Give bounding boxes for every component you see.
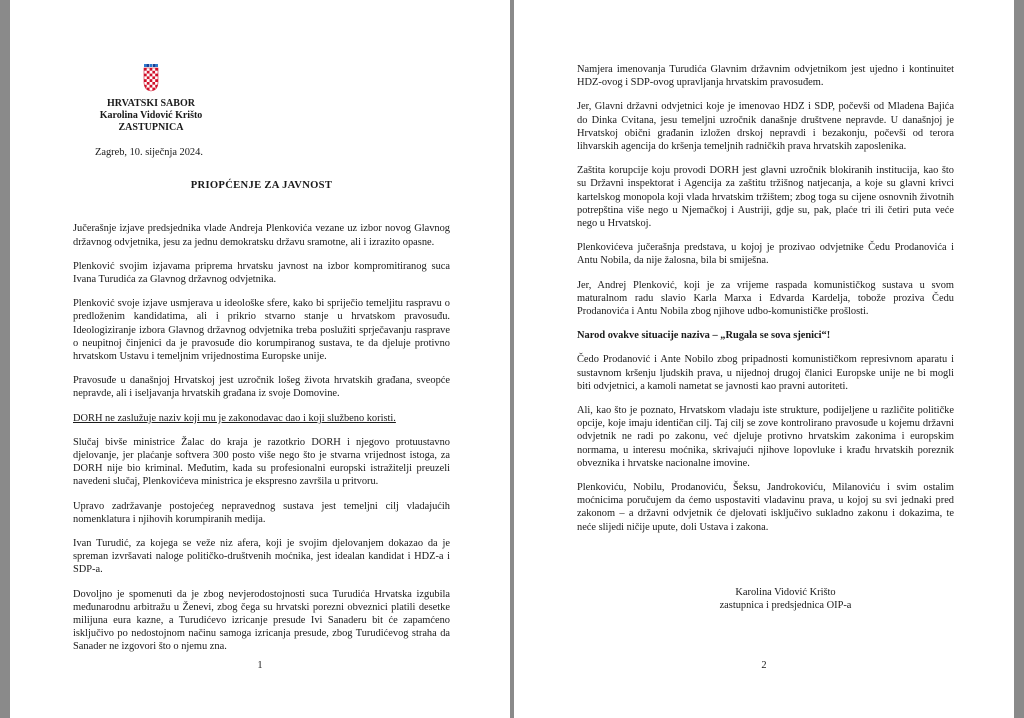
underlined-statement: DORH ne zaslužuje naziv koji mu je zakonodavac dao i koji službeno koristi.	[73, 412, 396, 424]
document-title: PRIOPĆENJE ZA JAVNOST	[190, 180, 333, 192]
letterhead-name: Karolina Vidović Krišto	[99, 110, 203, 121]
paragraph: Ali, kao što je poznato, Hrvatskom vladaju iste strukture, podijeljene u različite političke opcije, koje imaju identičan cilj. Taj cilj se zove kontrolirano pravosuđe u kojemu državni odvjetnik ne radi po zakonu, već djeluje protivno hrvatskim zakonima i europskim normama, u interesu moćnika, skrivajući njihove lopovluke i krađu hrvatskih poreznik obveznika i hrvatske nacionalne imovine.	[577, 405, 954, 469]
paragraph: Dovoljno je spomenuti da je zbog nevjerodostojnosti suca Turudića Hrvatska izgubila međunarodnu arbitražu u Ženevi, zbog čega su hrvatski porezni obveznici platili desetke milijuna eura kazne, a Turudićevo izricanje presude Ivi Sanaderu bit će zapamćeno isključivo po nedostojnom načinu samoga izricanja presude, zbog Turudićevog straha da Sanader ne izgovori što o njemu zna.	[73, 588, 450, 653]
document-page-2	[514, 0, 1014, 718]
page-1-content	[73, 64, 450, 665]
paragraph: Jučerašnje izjave predsjednika vlade Andreja Plenkovića vezane uz izbor novog Glavnog državnog odvjetnika, jesu za jednu demokratsku državu sramotne, ali i izrazito opasne.	[73, 223, 450, 248]
letterhead	[91, 64, 211, 134]
croatian-coat-of-arms-icon	[143, 64, 159, 92]
paragraph: Plenkovićeva jučerašnja predstava, u kojoj je prozivao odvjetnike Čedu Prodanovića i Antu Nobila, da nije žalosna, bila bi smiješna.	[577, 242, 954, 267]
paragraph: Namjera imenovanja Turudića Glavnim državnim odvjetnikom jest ujedno i kontinuitet HDZ-ovog i SDP-ovog upravljanja hrvatskim pravosuđem.	[577, 64, 954, 89]
paragraph: Plenković svojim izjavama priprema hrvatsku javnost na izbor kompromitiranog suca Ivana Turudića za Glavnog državnog odvjetnika.	[73, 260, 450, 286]
document-date: Zagreb, 10. siječnja 2024.	[95, 147, 203, 158]
paragraph: Plenković svoje izjave usmjerava u ideološke sfere, kako bi spriječio temeljitu raspravu o predloženim kandidatima, ali i prikrio stvarno stanje u hrvatskom pravosuđu. Ideologiziranje izbora Glavnog državnog odvjetnika treba poslužiti sprječavanju rasprave o neupitnoj činjenici da je pravosuđe dio korumpiranog sustava, te da djeluje protivno hrvatskom Ustavu i temeljnim vrijednostima Europske unije.	[73, 298, 450, 363]
page-number: 2	[761, 659, 767, 671]
signature-name: Karolina Vidović Krišto	[735, 586, 836, 598]
paragraph: Slučaj bivše ministrice Žalac do kraja je razotkrio DORH i njegovo protuustavno djelovanje, jer plaćanje softvera 300 posto više nego što je stvarna vrijednost istoga, za DORH nije bio kriminal. Međutim, kada su profesionalni europski istražitelji preuzeli navedeni slučaj, Plenkovićeva ministrica je ekspresno završila u pritvoru.	[73, 436, 450, 488]
paragraph: Jer, Andrej Plenković, koji je za vrijeme raspada komunističkog sustava u svom maturalnom radu slavio Karla Marxa i Edvarda Kardelja, tobože proziva Čedu Prodanovića i Antu Nobila zbog njihove udbo-komunističke prošlosti.	[577, 279, 954, 318]
paragraph: Upravo zadržavanje postojećeg nepravednog sustava jest temeljni cilj vladajućih nomenklatura i njihovih korumpiranih medija.	[73, 500, 450, 525]
paragraph: Jer, Glavni državni odvjetnici koje je imenovao HDZ i SDP, počevši od Mladena Bajića do Dinka Cvitana, jesu temeljni uzročnik današnje društvene nepravde. U današnjoj je Hrvatskoj obični građanin izložen drskoj nepravdi i bezakonju, počevši od terora lihvarskih agencija do kršenja temeljnih radničkih prava hrvatskih zaposlenika.	[577, 101, 954, 153]
paragraph: Pravosuđe u današnjoj Hrvatskoj jest uzročnik lošeg života hrvatskih građana, sveopće nepravde, ali i iseljavanja hrvatskih građana iz svoje Domovine.	[73, 375, 450, 400]
letterhead-institution: HRVATSKI SABOR	[107, 98, 195, 109]
paragraph: Čedo Prodanović i Ante Nobilo zbog pripadnosti komunističkom represivnom aparatu i sustavnom kršenju ljudskih prava, u nijednoj drugoj članici Europske unije ne bi mogli biti odvjetnici, a kamoli nametat se javnosti kao pravni autoriteti.	[577, 354, 954, 392]
letterhead-role: ZASTUPNICA	[118, 122, 184, 133]
paragraph: Ivan Turudić, za kojega se veže niz afera, koji je svojim djelovanjem dokazao da je spreman izvršavati naloge političko-društvenih moćnika, jest idealan kandidat i HDZ-a i SDP-a.	[73, 538, 450, 576]
page-number: 1	[257, 659, 263, 671]
page-2-content	[577, 63, 954, 612]
document-page-1	[10, 0, 510, 718]
paragraph: Zaštita korupcije koju provodi DORH jest glavni uzročnik blokiranih institucija, kao što su Državni inspektorat i Agencija za zaštitu tržišnog natjecanja, a koje su glavni krivci kartelskog monopola koji vlada hrvatskim tržištem; zbog toga su cijene osnovnih životnih potrepština više nego u Njemačkoj i Austriji, gdje su, pak, plaće tri ili četiri puta veće nego u Hrvatskoj.	[577, 165, 954, 230]
signature-role: zastupnica i predsjednica OIP-a	[719, 600, 852, 612]
bold-statement: Narod ovakve situacije naziva – „Rugala se sova sjenici“!	[577, 330, 831, 342]
signature-block	[577, 586, 954, 612]
paragraph: Plenkoviću, Nobilu, Prodanoviću, Šeksu, Jandrokoviću, Milanoviću i svim ostalim moćnicima poručujem da ćemo uspostaviti vladavinu prava, u kojoj su svi jednaki pred zakonom – a državni odvjetnik će djelovati isključivo sukladno zakonu i dokazima, te neće slijedi ničije upute, doli Ustava i zakona.	[577, 482, 954, 533]
